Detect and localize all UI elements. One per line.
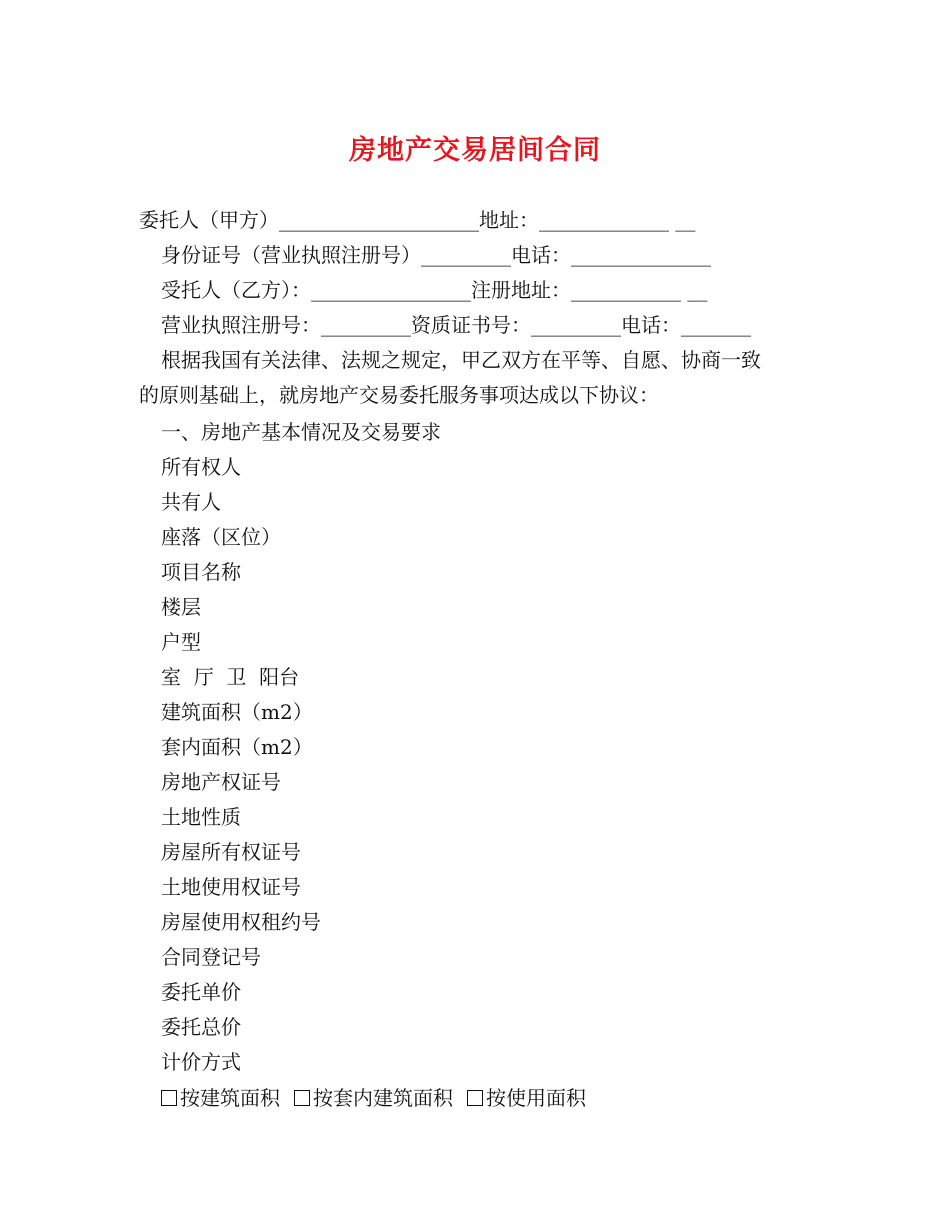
field-inner-area: 套内面积（m2） (161, 735, 313, 759)
pricing-option-usable-area[interactable] (467, 1084, 586, 1112)
pricing-option-label: 按建筑面积 (180, 1086, 280, 1110)
pricing-option-label: 按使用面积 (486, 1086, 586, 1110)
checkbox-icon[interactable] (161, 1090, 177, 1106)
field-pricing-method: 计价方式 (161, 1050, 241, 1074)
field-land-nature: 土地性质 (161, 805, 241, 829)
party-b-line: 受托人（乙方）：________________注册地址：___________ __ (161, 278, 708, 302)
field-lease-number: 房屋使用权租约号 (161, 910, 321, 934)
checkbox-icon[interactable] (467, 1090, 483, 1106)
field-rooms: 室 厅 卫 阳台 (161, 665, 300, 689)
field-floor: 楼层 (161, 595, 201, 619)
section-heading: 一、房地产基本情况及交易要求 (161, 420, 441, 444)
field-house-ownership-cert: 房屋所有权证号 (161, 840, 301, 864)
field-unit-price: 委托单价 (161, 980, 241, 1004)
pricing-option-inner-area[interactable] (294, 1084, 453, 1112)
field-project-name: 项目名称 (161, 560, 241, 584)
field-location: 座落（区位） (161, 525, 281, 549)
preamble-line-1: 根据我国有关法律、法规之规定，甲乙双方在平等、自愿、协商一致 (161, 348, 761, 372)
field-co-owner: 共有人 (161, 490, 221, 514)
field-land-use-cert: 土地使用权证号 (161, 875, 301, 899)
pricing-options (161, 1084, 600, 1112)
party-a-id-line: 身份证号（营业执照注册号）_________电话：______________ (161, 243, 711, 267)
field-contract-registration: 合同登记号 (161, 945, 261, 969)
party-a-line: 委托人（甲方）____________________地址：_____________ __ (139, 208, 696, 232)
field-owner: 所有权人 (161, 455, 241, 479)
field-total-price: 委托总价 (161, 1015, 241, 1039)
preamble-line-2: 的原则基础上，就房地产交易委托服务事项达成以下协议： (139, 383, 659, 407)
document-title: 房地产交易居间合同 (349, 135, 601, 166)
field-property-cert: 房地产权证号 (161, 770, 281, 794)
party-b-license-line: 营业执照注册号：_________资质证书号：_________电话：_______ (161, 313, 751, 337)
pricing-option-building-area[interactable] (161, 1084, 280, 1112)
field-unit-type: 户型 (161, 630, 201, 654)
pricing-option-label: 按套内建筑面积 (313, 1086, 453, 1110)
checkbox-icon[interactable] (294, 1090, 310, 1106)
field-building-area: 建筑面积（m2） (161, 700, 313, 724)
